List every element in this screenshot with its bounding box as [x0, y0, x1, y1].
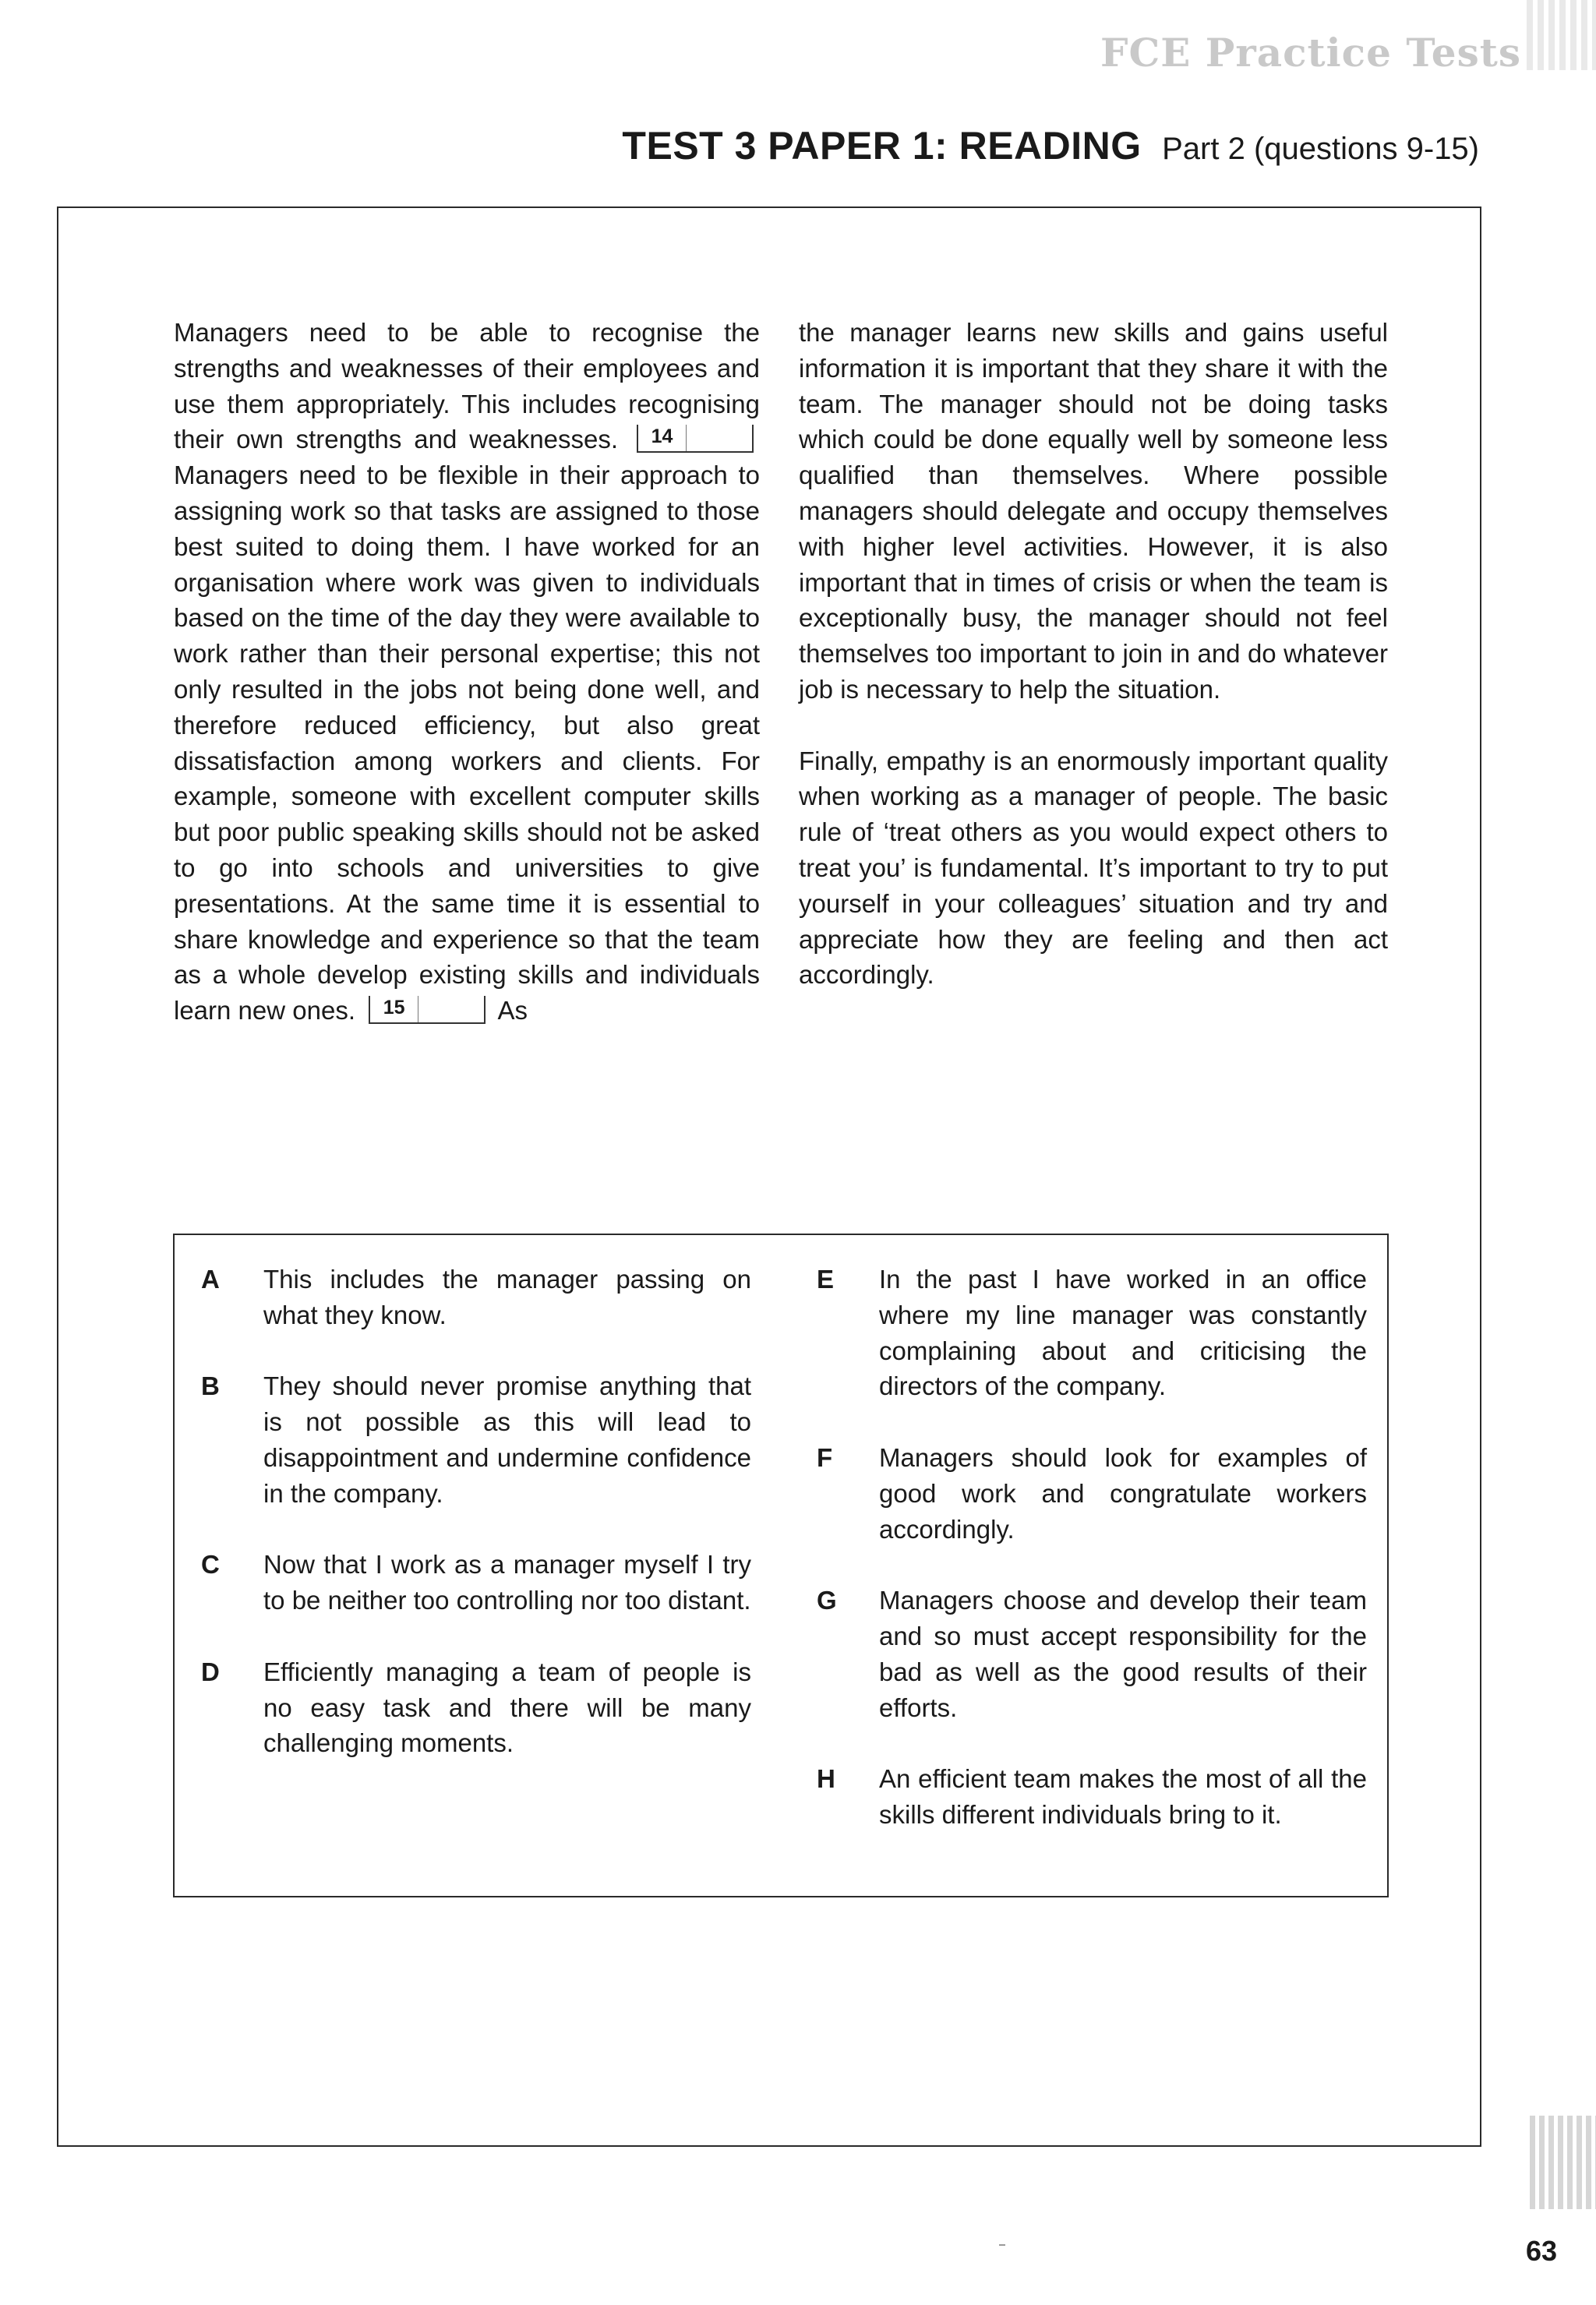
edge-marker-top	[1522, 0, 1596, 70]
test-heading: TEST 3 PAPER 1: READING	[622, 124, 1142, 168]
text-segment: Managers need to be flexible in their approach to assigning work so that tasks are assigned to those best suited to doing them. I have worked for an organisation where work was given to individuals based on the time of the day they were available to work rather than their personal expertise; this not only resulted in the jobs not being done well, and therefore reduced efficiency, but also great dissatisfaction among workers and clients. For example, someone with excellent computer skills but poor public speaking skills should not be asked to go into schools and universities to give presentations. At the same time it is essential to share knowledge and experience so that the team as a whole develop existing skills and individuals learn new ones.	[174, 461, 760, 1025]
option-item	[790, 1583, 1367, 1725]
option-item	[175, 1547, 751, 1618]
option-letter: G	[817, 1586, 837, 1615]
option-letter: E	[817, 1265, 835, 1294]
option-text: In the past I have worked in an office where my line manager was constantly complaining about and criticising the directors of the company.	[879, 1265, 1367, 1401]
options-column-right	[790, 1262, 1367, 1833]
option-text: An efficient team makes the most of all the skills different individuals bring to it.	[879, 1764, 1367, 1829]
text-segment: As	[497, 996, 528, 1025]
answer-gap-15[interactable]	[369, 996, 486, 1024]
option-text: They should never promise anything that is not possible as this will lead to disappointment and undermine confidence in the company.	[263, 1371, 751, 1508]
right-paragraph-2: Finally, empathy is an enormously important quality when working as a manager of people. The basic rule of ‘treat others as you would expect others to treat you’ is fundamental. It’s important to try to put yourself in your colleagues’ situation and try and appreciate how they are feeling and then act accordingly.	[799, 746, 1388, 990]
page-number: 63	[1525, 2235, 1557, 2267]
right-paragraph-1: the manager learns new skills and gains useful information it is important that they share it with the team. The manager should not be doing tasks which could be done equally well by someone less qualified than themselves. Where possible managers should delegate and occupy themselves with higher level activities. However, it is also important that in times of crisis or when the team is exceptionally busy, the manager should not feel themselves too important to join in and do whatever job is necessary to help the situation.	[799, 318, 1388, 704]
option-text: Managers should look for examples of good work and congratulate workers accordingly.	[879, 1442, 1367, 1544]
text-column-left	[174, 315, 760, 1029]
page-heading	[622, 123, 1479, 168]
options-column-left	[175, 1262, 751, 1761]
text-column-right	[799, 315, 1388, 993]
series-title: FCE Practice Tests	[1100, 30, 1521, 76]
option-item	[790, 1761, 1367, 1833]
option-letter: A	[201, 1265, 220, 1294]
part-label: Part 2 (questions 9-15)	[1162, 132, 1479, 166]
options-box	[173, 1234, 1389, 1897]
option-item	[175, 1654, 751, 1761]
option-item	[790, 1262, 1367, 1404]
option-letter: B	[201, 1371, 220, 1401]
gap-number: 14	[638, 425, 687, 451]
scan-mark	[999, 2244, 1005, 2246]
option-letter: D	[201, 1657, 220, 1686]
option-item	[790, 1440, 1367, 1547]
edge-marker-bottom	[1526, 2116, 1596, 2209]
option-text: Managers choose and develop their team and so must accept responsibility for the bad as well as the good results of their efforts.	[879, 1586, 1367, 1722]
option-text: Efficiently managing a team of people is no easy task and there will be many challenging moments.	[263, 1657, 751, 1758]
option-item	[175, 1262, 751, 1333]
option-text: This includes the manager passing on what they know.	[263, 1265, 751, 1329]
option-letter: F	[817, 1442, 833, 1472]
option-text: Now that I work as a manager myself I try to be neither too controlling nor too distant.	[263, 1550, 751, 1615]
option-item	[175, 1368, 751, 1511]
left-paragraph	[174, 315, 760, 1029]
answer-gap-14[interactable]	[637, 425, 754, 453]
option-letter: C	[201, 1550, 220, 1580]
option-letter: H	[817, 1764, 835, 1794]
gap-number: 15	[370, 996, 418, 1022]
text-segment: Managers need to be able to recognise the strengths and weaknesses of their employees and use them appropriately. This includes recognising their own strengths and weaknesses.	[174, 318, 760, 454]
